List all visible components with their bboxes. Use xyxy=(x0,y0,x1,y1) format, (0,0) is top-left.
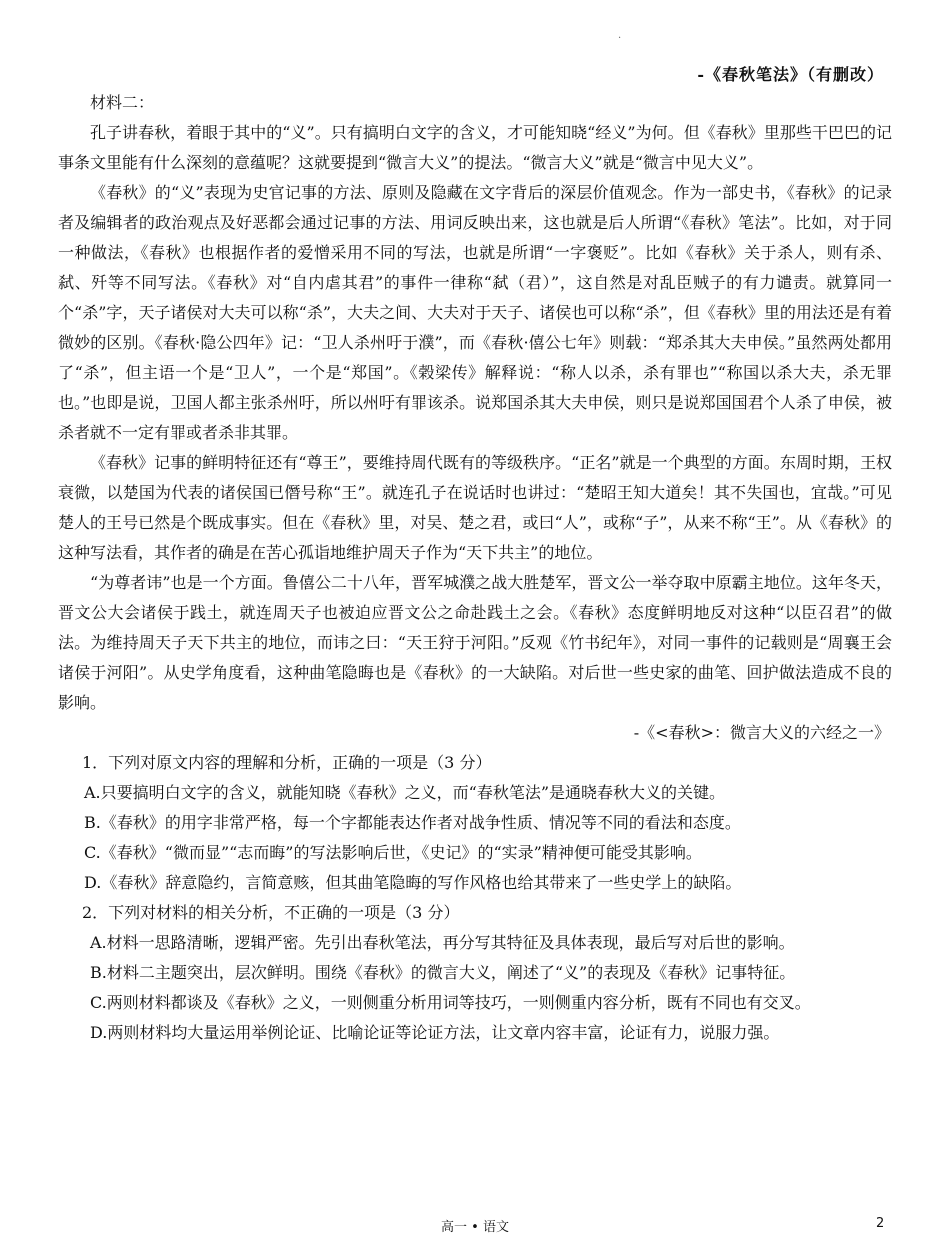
question-1-stem: 1．下列对原文内容的理解和分析，正确的一项是（3 分） xyxy=(82,753,492,772)
question-1-option-d: D.《春秋》辞意隐约，言简意赅，但其曲笔隐晦的写作风格也给其带来了一些史学上的缺陷。 xyxy=(84,873,742,892)
question-2-option-b: B.材料二主题突出，层次鲜明。围绕《春秋》的微言大义，阐述了“义”的表现及《春秋》记事特征。 xyxy=(90,963,796,982)
question-2-option-a: A.材料一思路清晰，逻辑严密。先引出春秋笔法，再分写其特征及具体表现，最后写对后世的影响。 xyxy=(90,933,795,952)
question-2-option-c: C.两则材料都谈及《春秋》之义，一则侧重分析用词等技巧，一则侧重内容分析，既有不同也有交叉。 xyxy=(90,993,811,1012)
paragraph-2: 《春秋》的“义”表现为史官记事的方法、原则及隐藏在文字背后的深层价值观念。作为一部史书，《春秋》的记录者及编辑者的政治观点及好恶都会通过记事的方法、用词反映出来，这也就是后人所谓“《春秋》笔法”。比如，对于同一种做法，《春秋》也根据作者的爱憎采用不同的写法，也就是所谓“一字褒贬”。比如《春秋》关于杀人，则有杀、弑、歼等不同写法。《春秋》对“自内虐其君”的事件一律称“弑（君）”，这自然是对乱臣贼子的有力谴责。就算同一个“杀”字，天子诸侯对大夫可以称“杀”，大夫之间、大夫对于天子、诸侯也可以称“杀”，但《春秋》里的用法还是有着微妙的区别。《春秋·隐公四年》记：“卫人杀州吁于濮”，而《春秋·僖公七年》则载：“郑杀其大夫申侯。”虽然两处都用了“杀”，但主语一个是“卫人”，一个是“郑国”。《榖梁传》解释说：“称人以杀，杀有罪也”“称国以杀大夫，杀无罪也。”也即是说，卫国人都主张杀州吁，所以州吁有罪该杀。说郑国杀其大夫申侯，则只是说郑国国君个人杀了申侯，被杀者就不一定有罪或者杀非其罪。 xyxy=(58,183,892,442)
page-number: 2 xyxy=(876,1216,885,1231)
top-dot: . xyxy=(618,30,622,41)
paragraph-3: 《春秋》记事的鲜明特征还有“尊王”，要维持周代既有的等级秩序。“正名”就是一个典型的方面。东周时期，王权衰微，以楚国为代表的诸侯国已僭号称“王”。就连孔子在说话时也讲过：“楚昭王知大道矣！其不失国也，宜哉。”可见楚人的王号已然是个既成事实。但在《春秋》里，对吴、楚之君，或曰“人”，或称“子”，从来不称“王”。从《春秋》的这种写法看，其作者的确是在苦心孤诣地维护周天子作为“天下共主”的地位。 xyxy=(58,453,892,562)
source-citation-material2: -《<春秋>：微言大义的六经之一》 xyxy=(633,723,890,742)
material-label: 材料二： xyxy=(90,93,155,112)
paragraph-1: 孔子讲春秋，着眼于其中的“义”。只有搞明白文字的含义，才可能知晓“经义”为何。但《春秋》里那些干巴巴的记事条文里能有什么深刻的意蕴呢？这就要提到“微言大义”的提法。“微言大义”就是“微言中见大义”。 xyxy=(58,123,892,172)
question-2-stem: 2．下列对材料的相关分析，不正确的一项是（3 分） xyxy=(82,903,460,922)
source-citation-top: -《春秋笔法》（有删改） xyxy=(697,65,884,84)
question-1-option-c: C.《春秋》“微而显”“志而晦”的写法影响后世，《史记》的“实录”精神便可能受其影响。 xyxy=(84,843,702,862)
question-1-option-a: A.只要搞明白文字的含义，就能知晓《春秋》之义，而“春秋笔法”是通晓春秋大义的关键。 xyxy=(84,783,726,802)
main-content xyxy=(58,88,892,1048)
question-2-option-d: D.两则材料均大量运用举例论证、比喻论证等论证方法，让文章内容丰富，论证有力，说服力强。 xyxy=(90,1023,780,1042)
footer-subject: 高一 • 语文 xyxy=(441,1220,509,1235)
question-1-option-b: B.《春秋》的用字非常严格，每一个字都能表达作者对战争性质、情况等不同的看法和态度。 xyxy=(84,813,741,832)
paragraph-4: “为尊者讳”也是一个方面。鲁僖公二十八年，晋军城濮之战大胜楚军，晋文公一举夺取中原霸主地位。这年冬天，晋文公大会诸侯于践土，就连周天子也被迫应晋文公之命赴践土之会。《春秋》态度鲜明地反对这种“以臣召君”的做法。为维持周天子天下共主的地位，而讳之曰：“天王狩于河阳。”反观《竹书纪年》，对同一事件的记载则是“周襄王会诸侯于河阳”。从史学角度看，这种曲笔隐晦也是《春秋》的一大缺陷。对后世一些史家的曲笔、回护做法造成不良的影响。 xyxy=(58,573,892,712)
